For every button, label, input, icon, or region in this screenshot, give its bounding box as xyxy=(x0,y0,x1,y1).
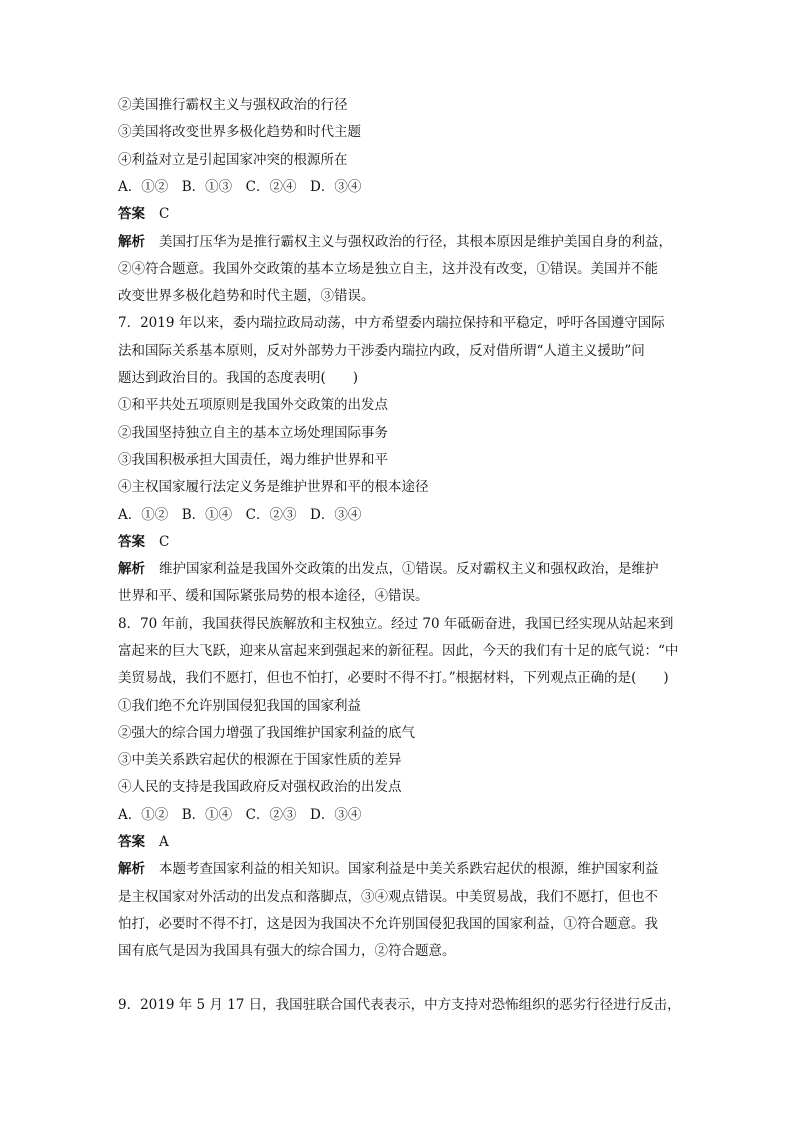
q7-choices: A．①② B．①④ C．②③ D．③④ xyxy=(118,507,362,523)
q8-answer xyxy=(118,833,678,851)
q7-stem-line-3: 题达到政治目的。我国的态度表明( ) xyxy=(118,370,359,386)
q7-option-4: ④主权国家履行法定义务是维护世界和平的根本途径 xyxy=(118,479,429,495)
answer-label: 答案 xyxy=(118,834,145,850)
q8-explanation-line-3: 怕打，必要时不得不打，这是因为我国决不允许别国侵犯我国的国家利益，①符合题意。我 xyxy=(118,916,658,932)
q7-option-1: ①和平共处五项原则是我国外交政策的出发点 xyxy=(118,397,388,413)
q8-option-3: ③中美关系跌宕起伏的根源在于国家性质的差异 xyxy=(118,752,402,768)
explanation-label: 解析 xyxy=(118,234,145,250)
answer-value: C xyxy=(159,206,170,222)
q8-stem-line-3: 美贸易战，我们不愿打，但也不怕打，必要时不得不打。”根据材料，下列观点正确的是( ) xyxy=(118,670,669,686)
q6-answer xyxy=(118,205,678,223)
answer-label: 答案 xyxy=(118,206,145,222)
q7-explanation-line-2: 世界和平、缓和国际紧张局势的根本途径，④错误。 xyxy=(118,588,429,604)
q6-option-4: ④利益对立是引起国家冲突的根源所在 xyxy=(118,152,348,168)
q8-stem-line-2: 富起来的巨大飞跃，迎来从富起来到强起来的新征程。因此，今天的我们有十足的底气说：“中 xyxy=(118,643,679,659)
q8-option-4: ④人民的支持是我国政府反对强权政治的出发点 xyxy=(118,779,402,795)
q7-answer xyxy=(118,533,678,551)
explanation-label: 解析 xyxy=(118,861,145,877)
q6-explanation-line-1 xyxy=(118,233,678,251)
q6-explanation-line-2: ②④符合题意。我国外交政策的基本立场是独立自主，这并没有改变，①错误。美国并不能 xyxy=(118,261,658,277)
q9-stem-line-1: 9．2019 年 5 月 17 日，我国驻联合国代表表示，中方支持对恐怖组织的恶劣行径进行反击， xyxy=(118,997,681,1013)
q7-stem-line-2: 法和国际关系基本原则，反对外部势力干涉委内瑞拉内政，反对借所谓“人道主义援助”问 xyxy=(118,343,645,359)
q7-option-3: ③我国积极承担大国责任，竭力维护世界和平 xyxy=(118,452,388,468)
explanation-text: 美国打压华为是推行霸权主义与强权政治的行径，其根本原因是维护美国自身的利益， xyxy=(159,234,672,250)
q8-explanation-line-4: 国有底气是因为我国具有强大的综合国力，②符合题意。 xyxy=(118,943,456,959)
answer-value: C xyxy=(159,534,170,550)
q8-option-2: ②强大的综合国力增强了我国维护国家利益的底气 xyxy=(118,725,415,741)
q6-option-3: ③美国将改变世界多极化趋势和时代主题 xyxy=(118,124,361,140)
q8-choices: A．①② B．①④ C．②③ D．③④ xyxy=(118,807,362,823)
q8-explanation-line-1 xyxy=(118,860,678,878)
q6-explanation-line-3: 改变世界多极化趋势和时代主题，③错误。 xyxy=(118,288,375,304)
explanation-label: 解析 xyxy=(118,561,145,577)
answer-label: 答案 xyxy=(118,534,145,550)
q7-option-2: ②我国坚持独立自主的基本立场处理国际事务 xyxy=(118,425,388,441)
q6-choices: A．①② B．①③ C．②④ D．③④ xyxy=(118,179,362,195)
q7-stem-line-1: 7．2019 年以来，委内瑞拉政局动荡，中方希望委内瑞拉保持和平稳定，呼吁各国遵守国际 xyxy=(118,315,665,331)
explanation-text: 维护国家利益是我国外交政策的出发点，①错误。反对霸权主义和强权政治，是维护 xyxy=(159,561,659,577)
q7-explanation-line-1 xyxy=(118,560,678,578)
answer-value: A xyxy=(159,834,169,850)
q8-explanation-line-2: 是主权国家对外活动的出发点和落脚点，③④观点错误。中美贸易战，我们不愿打，但也不 xyxy=(118,889,658,905)
q8-option-1: ①我们绝不允许别国侵犯我国的国家利益 xyxy=(118,698,361,714)
explanation-text: 本题考查国家利益的相关知识。国家利益是中美关系跌宕起伏的根源，维护国家利益 xyxy=(159,861,659,877)
q6-option-2: ②美国推行霸权主义与强权政治的行径 xyxy=(118,97,348,113)
q8-stem-line-1: 8．70 年前，我国获得民族解放和主权独立。经过 70 年砥砺奋进，我国已经实现从站起来到 xyxy=(118,616,674,632)
